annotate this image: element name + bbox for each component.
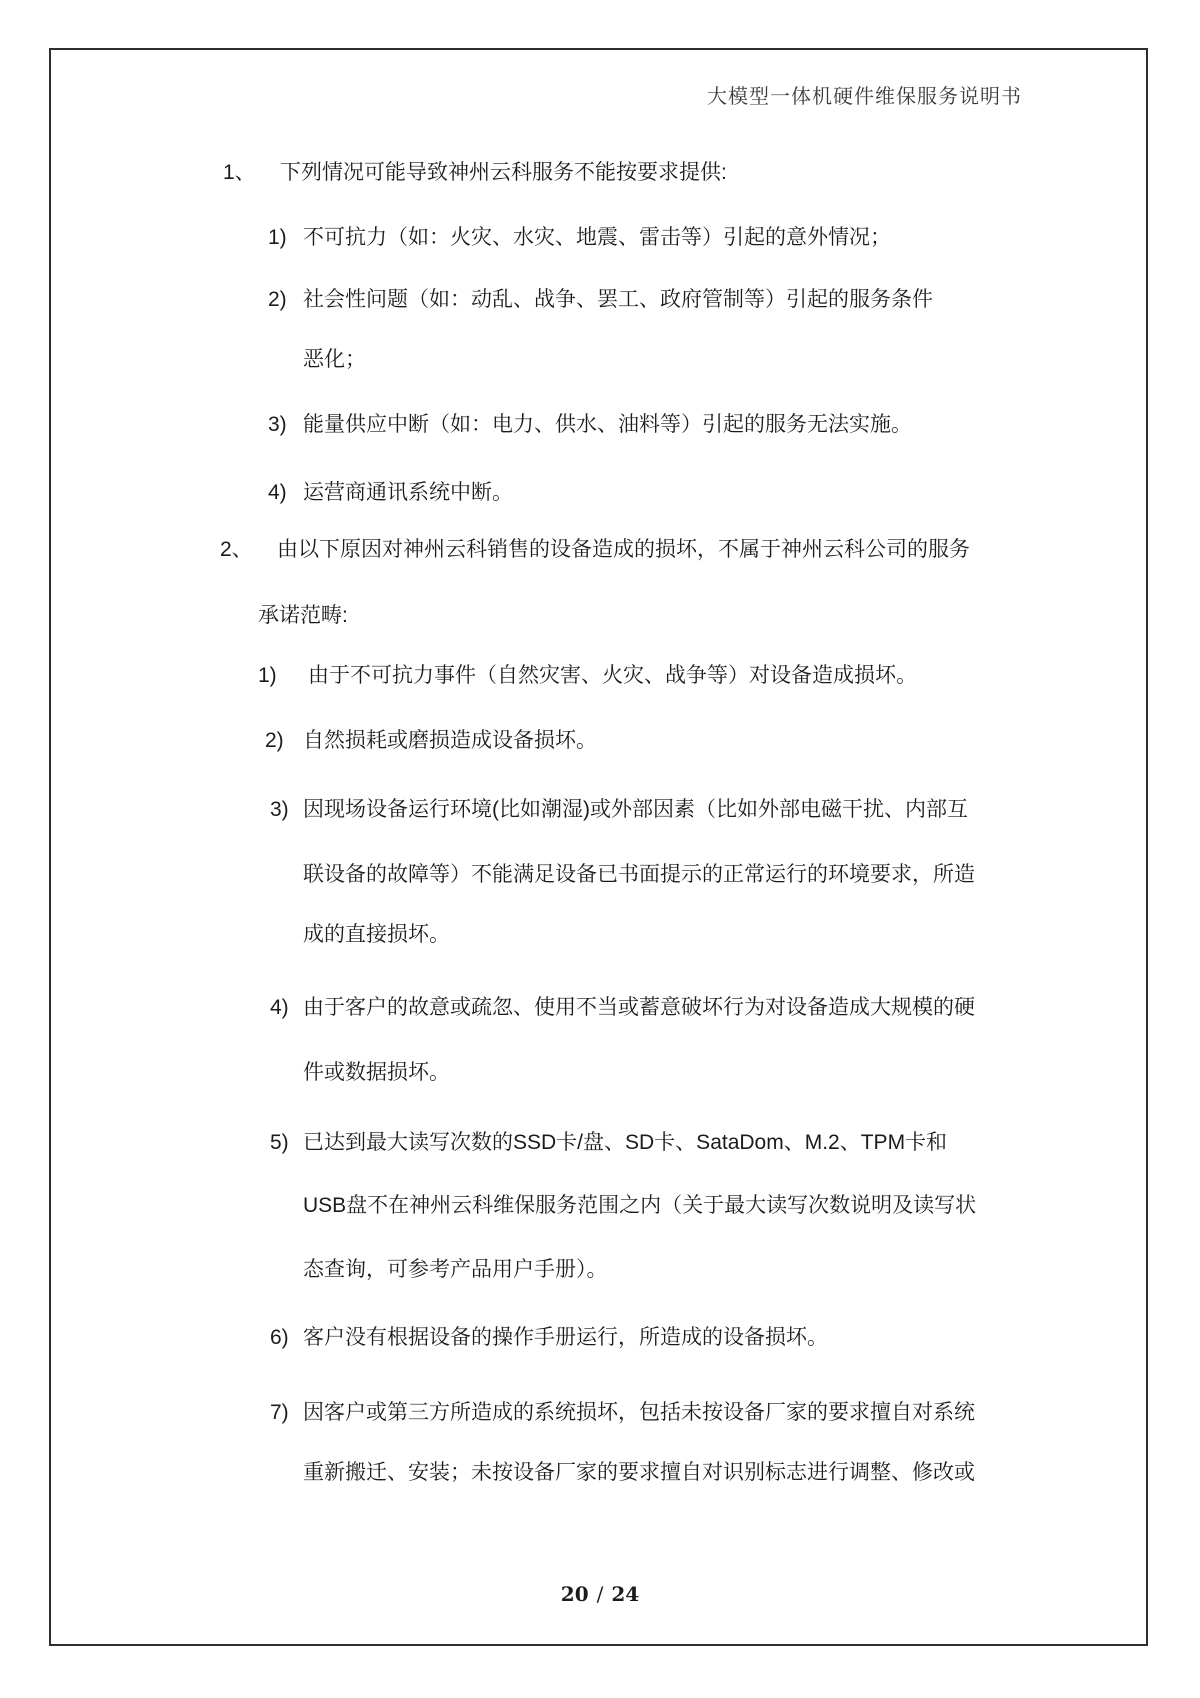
line-text: 由以下原因对神州云科销售的设备造成的损坏，不属于神州云科公司的服务	[277, 538, 970, 561]
document-line	[0, 286, 1200, 316]
list-number: 1)	[258, 664, 277, 687]
line-text: 自然损耗或磨损造成设备损坏。	[303, 729, 597, 752]
list-number: 2)	[265, 729, 284, 752]
line-text: 联设备的故障等）不能满足设备已书面提示的正常运行的环境要求，所造	[303, 863, 975, 886]
line-text: USB盘不在神州云科维保服务范围之内（关于最大读写次数说明及读写状	[303, 1194, 977, 1217]
current-page-number: 20	[560, 1582, 589, 1606]
document-line	[0, 1256, 1200, 1286]
document-line	[0, 224, 1200, 254]
list-number: 2)	[268, 288, 287, 311]
list-number: 1)	[268, 226, 287, 249]
list-number: 3)	[270, 798, 289, 821]
page-number-separator: /	[596, 1582, 604, 1606]
document-line	[0, 994, 1200, 1024]
list-number: 7)	[270, 1401, 289, 1424]
line-text: 重新搬迁、安装；未按设备厂家的要求擅自对识别标志进行调整、修改或	[303, 1461, 975, 1484]
document-line	[0, 1059, 1200, 1089]
list-number: 2、	[220, 538, 253, 561]
document-line	[0, 479, 1200, 509]
document-line	[0, 1399, 1200, 1429]
line-text: 因现场设备运行环境(比如潮湿)或外部因素（比如外部电磁干扰、内部互	[303, 798, 968, 821]
line-text: 承诺范畴:	[258, 604, 348, 627]
line-text: 由于不可抗力事件（自然灾害、火灾、战争等）对设备造成损坏。	[308, 664, 917, 687]
document-line	[0, 921, 1200, 951]
line-text: 成的直接损坏。	[303, 923, 450, 946]
line-text: 能量供应中断（如：电力、供水、油料等）引起的服务无法实施。	[303, 413, 912, 436]
document-line	[0, 662, 1200, 692]
list-number: 5)	[270, 1131, 289, 1154]
line-text: 客户没有根据设备的操作手册运行，所造成的设备损坏。	[303, 1326, 828, 1349]
total-page-count: 24	[611, 1582, 640, 1606]
line-text: 由于客户的故意或疏忽、使用不当或蓄意破坏行为对设备造成大规模的硬	[303, 996, 975, 1019]
document-line	[0, 411, 1200, 441]
line-text: 社会性问题（如：动乱、战争、罢工、政府管制等）引起的服务条件	[303, 288, 933, 311]
document-line	[0, 1459, 1200, 1489]
document-line	[0, 159, 1200, 189]
line-text: 件或数据损坏。	[303, 1061, 450, 1084]
document-line	[0, 1324, 1200, 1354]
document-line	[0, 1192, 1200, 1222]
document-line	[0, 1129, 1200, 1159]
document-line	[0, 536, 1200, 566]
document-line	[0, 796, 1200, 826]
line-text: 恶化；	[303, 348, 366, 371]
list-number: 3)	[268, 413, 287, 436]
line-text: 不可抗力（如：火灾、水灾、地震、雷击等）引起的意外情况；	[303, 226, 891, 249]
list-number: 4)	[270, 996, 289, 1019]
document-line	[0, 727, 1200, 757]
line-text: 因客户或第三方所造成的系统损坏，包括未按设备厂家的要求擅自对系统	[303, 1401, 975, 1424]
line-text: 态查询，可参考产品用户手册）。	[303, 1258, 608, 1281]
list-number: 4)	[268, 481, 287, 504]
list-number: 6)	[270, 1326, 289, 1349]
document-line	[0, 861, 1200, 891]
document-line	[0, 602, 1200, 632]
page-number	[0, 1582, 1200, 1606]
list-number: 1、	[223, 161, 256, 184]
line-text: 已达到最大读写次数的SSD卡/盘、SD卡、SataDom、M.2、TPM卡和	[303, 1131, 948, 1154]
line-text: 下列情况可能导致神州云科服务不能按要求提供:	[280, 161, 727, 184]
page-header-title: 大模型一体机硬件维保服务说明书	[707, 84, 1022, 108]
line-text: 运营商通讯系统中断。	[303, 481, 513, 504]
document-line	[0, 346, 1200, 376]
